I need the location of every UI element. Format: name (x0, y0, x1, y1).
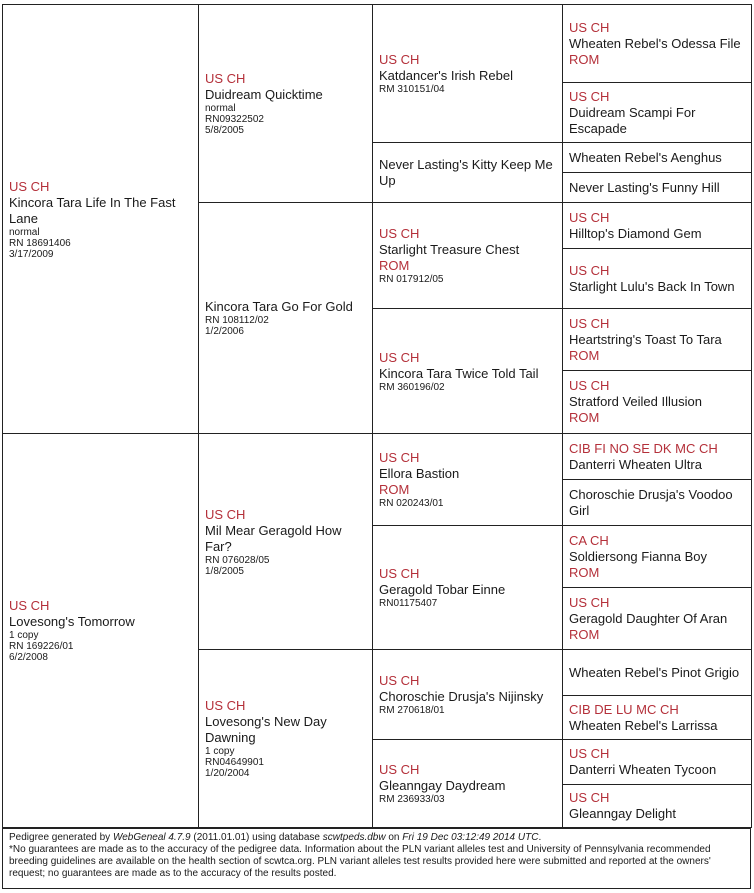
dog-name: Danterri Wheaten Ultra (569, 456, 702, 472)
pedigree-cell-gen3 (372, 4, 563, 143)
dog-name: Gleanngay Daydream (379, 778, 506, 793)
pedigree-cell-sire (2, 4, 199, 434)
dog-name: Wheaten Rebel's Aenghus (569, 149, 722, 165)
reg-number: RN 020243/01 (379, 498, 444, 509)
reg-number: RN01175407 (379, 598, 438, 609)
title-label: US CH (379, 673, 420, 688)
pln-status: 1 copy (9, 630, 39, 641)
pln-status: normal (9, 226, 40, 238)
generation-note (9, 832, 744, 844)
pedigree-cell-gen4 (562, 82, 752, 143)
pedigree-cell-gen2 (198, 4, 373, 203)
title-label: US CH (9, 598, 50, 613)
pedigree-cell-gen4 (562, 172, 752, 203)
database-name: scwtpeds.dbw (322, 832, 386, 843)
reg-number: RN04649901 (205, 757, 264, 768)
dog-name: Heartstring's Toast To Tara (569, 331, 722, 347)
title-label: US CH (379, 450, 420, 465)
pedigree-cell-gen4 (562, 739, 752, 785)
title-label: US CH (379, 566, 420, 581)
reg-number: RM 270618/01 (379, 705, 445, 716)
pedigree-cell-gen4 (562, 202, 752, 249)
pedigree-cell-gen3 (372, 202, 563, 309)
pedigree-cell-gen3 (372, 433, 563, 526)
reg-number: RN 017912/05 (379, 274, 444, 285)
dog-name: Danterri Wheaten Tycoon (569, 762, 717, 777)
disclaimer-text: *No guarantees are made as to the accuracy of the pedigree data. Information about the PLN variant alleles test and University of Pennsylvania recommended breeding guidelines are available on the health section of scwtca.org. PLN variant alleles test results provided here were submitted and reported at the owners' request; no guarantees are made as to the accuracy of the results posted. (9, 844, 711, 879)
title-label: US CH (205, 71, 246, 86)
birth-date: 1/8/2005 (205, 565, 244, 577)
pedigree-cell-gen3 (372, 649, 563, 740)
title-label: US CH (379, 226, 420, 241)
dog-name: Geragold Daughter Of Aran (569, 610, 728, 626)
pedigree-cell-gen4 (562, 433, 752, 480)
title-label: US CH (379, 349, 420, 365)
title-label: US CH (569, 19, 610, 35)
birth-date: 1/20/2004 (205, 768, 250, 779)
dog-name: Geragold Tobar Einne (379, 582, 506, 597)
dog-name: Lovesong's Tomorrow (9, 614, 135, 629)
reg-number: RM 360196/02 (379, 381, 445, 393)
dog-name: Choroschie Drusja's Voodoo Girl (569, 486, 733, 518)
dog-name: Wheaten Rebel's Pinot Grigio (569, 664, 740, 680)
title-label: US CH (569, 315, 610, 331)
pedigree-cell-gen4 (562, 649, 752, 696)
pedigree-cell-gen4 (562, 525, 752, 588)
dog-name: Starlight Lulu's Back In Town (569, 278, 735, 294)
pedigree-cell-gen3 (372, 142, 563, 203)
birth-date: 3/17/2009 (9, 248, 54, 260)
reg-number: RN 076028/05 (205, 554, 270, 566)
title-label: US CH (569, 88, 610, 104)
pln-status: 1 copy (205, 746, 235, 757)
dog-name: Wheaten Rebel's Larrissa (569, 717, 718, 733)
birth-date: 5/8/2005 (205, 125, 244, 136)
dog-name: Kincora Tara Go For Gold (205, 299, 353, 314)
title-label: US CH (379, 762, 420, 777)
dog-name: Duidream Quicktime (205, 87, 323, 102)
dog-name: Kincora Tara Life In The Fast Lane (9, 194, 176, 226)
pedigree-cell-gen2 (198, 202, 373, 434)
dog-name: Choroschie Drusja's Nijinsky (379, 689, 544, 704)
reg-number: RN 108112/02 (205, 315, 269, 326)
dog-name: Stratford Veiled Illusion (569, 394, 702, 409)
title-label: CA CH (569, 532, 609, 548)
dog-name: Never Lasting's Kitty Keep Me Up (379, 156, 553, 188)
title-label: US CH (569, 262, 610, 278)
title-label: US CH (569, 209, 610, 225)
dog-name: Duidream Scampi For Escapade (569, 104, 696, 136)
pedigree-footer (2, 828, 751, 889)
dog-name: Soldiersong Fianna Boy (569, 548, 708, 564)
birth-date: 6/2/2008 (9, 652, 48, 663)
title-label: US CH (379, 52, 420, 67)
rom-label: ROM (379, 482, 410, 497)
pedigree-cell-gen4 (562, 479, 752, 526)
version-text: (2011.01.01) using database (190, 832, 323, 843)
pedigree-cell-gen4 (562, 370, 752, 434)
dog-name: Mil Mear Geragold How Far? (205, 522, 342, 554)
pedigree-cell-gen4 (562, 587, 752, 650)
rom-label: ROM (569, 347, 600, 363)
dog-name: Gleanngay Delight (569, 806, 676, 821)
reg-number: RN09322502 (205, 114, 264, 125)
on-text: on (385, 832, 403, 843)
birth-date: 1/2/2006 (205, 326, 244, 337)
rom-label: ROM (569, 564, 600, 580)
pedigree-cell-gen4 (562, 248, 752, 309)
title-label: US CH (205, 506, 246, 522)
dog-name: Starlight Treasure Chest (379, 242, 520, 257)
reg-number: RM 236933/03 (379, 794, 445, 805)
dog-name: Never Lasting's Funny Hill (569, 179, 720, 195)
pedigree-cell-gen4 (562, 4, 752, 83)
title-label: US CH (569, 594, 610, 610)
title-label: US CH (569, 378, 610, 393)
reg-number: RN 18691406 (9, 237, 71, 249)
period-text: . (538, 832, 542, 843)
pedigree-cell-dam (2, 433, 199, 828)
pedigree-cell-gen2 (198, 433, 373, 650)
pedigree-cell-gen4 (562, 784, 752, 828)
dog-name: Lovesong's New Day Dawning (205, 714, 327, 745)
dog-name: Hilltop's Diamond Gem (569, 225, 702, 241)
reg-number: RN 169226/01 (9, 641, 74, 652)
rom-label: ROM (569, 410, 600, 425)
title-label: US CH (569, 746, 610, 761)
dog-name: Wheaten Rebel's Odessa File (569, 35, 741, 51)
pedigree-cell-gen3 (372, 739, 563, 828)
pedigree-cell-gen4 (562, 142, 752, 173)
rom-label: ROM (569, 51, 600, 67)
title-label: US CH (569, 790, 610, 805)
dog-name: Katdancer's Irish Rebel (379, 68, 513, 83)
pedigree-cell-gen3 (372, 525, 563, 650)
dog-name: Ellora Bastion (379, 466, 460, 481)
title-label: US CH (9, 178, 50, 194)
generated-by-text: Pedigree generated by (9, 832, 113, 843)
dog-name: Kincora Tara Twice Told Tail (379, 365, 539, 381)
pln-status: normal (205, 103, 236, 114)
rom-label: ROM (379, 258, 410, 273)
pedigree-cell-gen2 (198, 649, 373, 828)
reg-number: RM 310151/04 (379, 84, 445, 95)
pedigree-cell-gen4 (562, 695, 752, 740)
title-label: CIB FI NO SE DK MC CH (569, 440, 718, 456)
pedigree-cell-gen4 (562, 308, 752, 371)
generation-date: Fri 19 Dec 03:12:49 2014 UTC (402, 832, 539, 843)
title-label: CIB DE LU MC CH (569, 701, 679, 717)
title-label: US CH (205, 698, 246, 713)
pedigree-cell-gen3 (372, 308, 563, 434)
software-name: WebGeneal 4.7.9 (112, 832, 191, 843)
rom-label: ROM (569, 626, 600, 642)
